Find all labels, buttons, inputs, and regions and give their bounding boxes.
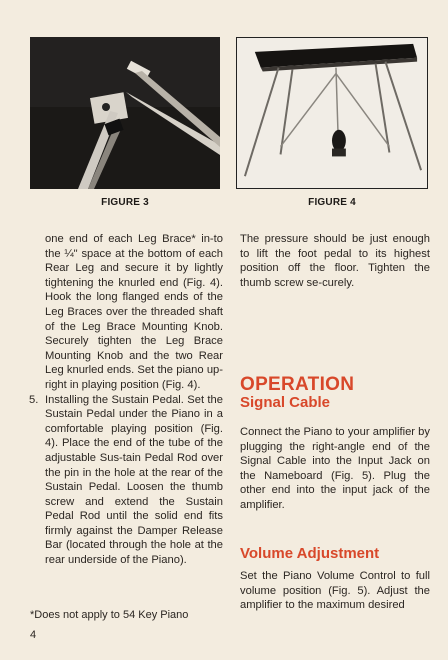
step-5-text: Installing the Sustain Pedal. Set the Sustain Pedal under the Piano in a comfortable playing position (Fig. 4). Place the end of the tube of the adjustable Sus-tain Pedal Rod over the pin in the hole at the rear of the Sustain Pedal. Loosen the thumb screw and extend the Sustain Pedal Rod until the solid end fits firmly against the Damper Release Bar (located through the hole at the rear underside of the Piano). — [45, 393, 223, 567]
page-number: 4 — [30, 629, 37, 641]
signal-cable-heading: Signal Cable — [240, 394, 331, 411]
signal-cable-text: Connect the Piano to your amplifier by plugging the right-angle end of the Signal Cable into the Input Jack on the Nameboard (Fig. 5). Plug the other end into the input jack of the amplifier. — [240, 426, 430, 511]
figure-3-caption: FIGURE 3 — [101, 197, 149, 208]
operation-heading: OPERATION — [240, 374, 355, 395]
right-column — [240, 232, 430, 290]
step-5 — [29, 393, 223, 568]
left-column — [29, 232, 223, 568]
figure-3-photo — [30, 37, 220, 189]
figure-4-caption: FIGURE 4 — [308, 197, 356, 208]
footnote: *Does not apply to 54 Key Piano — [30, 609, 189, 621]
volume-adjustment-text: Set the Piano Volume Control to full volume position (Fig. 5). Adjust the amplifier to the maximum desired — [240, 570, 430, 612]
step-5-number: 5. — [29, 393, 39, 406]
assembly-continuation-text: one end of each Leg Brace* in-to the ¼" space at the bottom of each Rear Leg and secure it by lightly tightening the knurled end (Fig. 4). Hook the long flanged ends of the Leg Braces over the threaded shaft of the Leg Brace Mounting Knob. Securely tighten the Leg Brace Mounting Knob and the two Rear Leg knurled ends. Set the piano up-right in playing position (Fig. 4). — [45, 233, 223, 391]
figure-4-photo — [236, 37, 428, 189]
pressure-text: The pressure should be just enough to lift the foot pedal to its highest position off the floor. Tighten the thumb screw se-curely. — [240, 233, 430, 289]
volume-adjustment-heading: Volume Adjustment — [240, 545, 380, 562]
